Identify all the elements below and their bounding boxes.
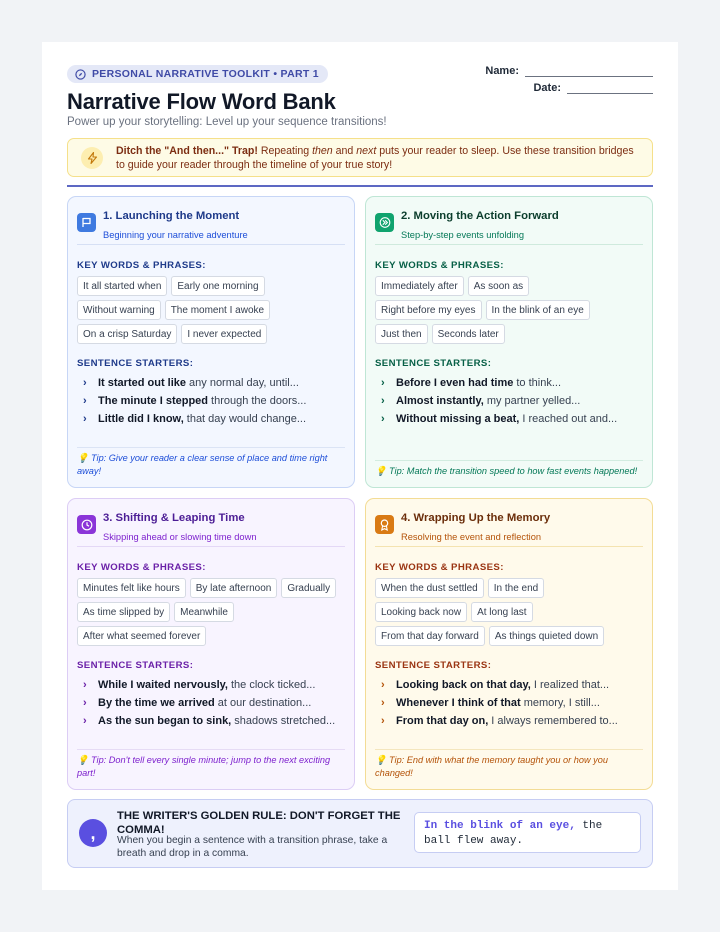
starter-item: › As the sun began to sink, shadows stretched...: [83, 715, 336, 727]
lightbulb-icon: 💡: [375, 466, 389, 476]
page-subtitle: Power up your storytelling: Level up your sequence transitions!: [67, 116, 387, 128]
chevron-right-icon: ›: [381, 413, 385, 425]
card-subtitle: Resolving the event and reflection: [401, 532, 542, 542]
card-title: 2. Moving the Action Forward: [401, 210, 559, 222]
keyword-tags: [375, 276, 646, 348]
date-label: Date:: [533, 82, 561, 94]
keyword-tags: [77, 578, 348, 650]
chevron-right-icon: ›: [83, 395, 87, 407]
worksheet-page: [42, 42, 678, 890]
starter-item: › From that day on, I always remembered to...: [381, 715, 618, 727]
card-header: [77, 208, 345, 245]
starters-list: [77, 374, 348, 428]
chevron-right-icon: ›: [83, 413, 87, 425]
golden-rule-box: [67, 799, 653, 868]
card-tip: 💡 Tip: Don't tell every single minute; jump to the next exciting part!: [77, 749, 345, 780]
keyword-tag: Seconds later: [432, 324, 505, 344]
section-divider: [67, 185, 653, 187]
fast-forward-icon: [375, 213, 394, 232]
keyword-tag: At long last: [471, 602, 532, 622]
keyword-tag: As things quieted down: [489, 626, 604, 646]
chevron-right-icon: ›: [381, 395, 385, 407]
keyword-tag: As soon as: [468, 276, 529, 296]
keyword-tag: By late afternoon: [190, 578, 278, 598]
keyword-tag: On a crisp Saturday: [77, 324, 177, 344]
compass-icon: [75, 69, 86, 80]
starter-item: › Before I even had time to think...: [381, 377, 562, 389]
award-icon: [375, 515, 394, 534]
keyword-tag: It all started when: [77, 276, 167, 296]
keywords-label: KEY WORDS & PHRASES:: [77, 562, 206, 573]
card-subtitle: Skipping ahead or slowing time down: [103, 532, 257, 542]
card-header: [375, 208, 643, 245]
keyword-tags: [375, 578, 646, 650]
flag-icon: [77, 213, 96, 232]
card-title: 4. Wrapping Up the Memory: [401, 512, 551, 524]
keyword-tag: In the blink of an eye: [486, 300, 590, 320]
golden-rule-title: THE WRITER'S GOLDEN RULE: DON'T FORGET THE COMMA!: [117, 810, 401, 836]
name-label: Name:: [485, 65, 519, 77]
starters-label: SENTENCE STARTERS:: [375, 660, 492, 671]
name-field[interactable]: [485, 65, 653, 77]
lightbulb-icon: 💡: [375, 755, 389, 765]
chevron-right-icon: ›: [83, 679, 87, 691]
starters-list: [375, 676, 646, 730]
keyword-tag: Right before my eyes: [375, 300, 482, 320]
keyword-tag: I never expected: [181, 324, 267, 344]
card-tip: 💡 Tip: End with what the memory taught you or how you changed!: [375, 749, 643, 780]
trap-alert: [67, 138, 653, 177]
starter-item: › Whenever I think of that memory, I still...: [381, 697, 600, 709]
toolkit-pill: [67, 65, 328, 83]
keyword-tag: Minutes felt like hours: [77, 578, 186, 598]
lightning-icon: [81, 147, 103, 169]
chevron-right-icon: ›: [83, 715, 87, 727]
card-subtitle: Step-by-step events unfolding: [401, 230, 525, 240]
date-field[interactable]: [533, 82, 653, 94]
keywords-label: KEY WORDS & PHRASES:: [77, 260, 206, 271]
date-line[interactable]: [567, 88, 653, 94]
card-shifting-leaping-time: [67, 498, 355, 790]
card-wrapping-up-the-memory: [365, 498, 653, 790]
lightbulb-icon: 💡: [77, 755, 91, 765]
keyword-tag: Just then: [375, 324, 428, 344]
keyword-tag: As time slipped by: [77, 602, 170, 622]
starter-item: › By the time we arrived at our destination...: [83, 697, 312, 709]
starter-item: › The minute I stepped through the doors...: [83, 395, 307, 407]
keywords-label: KEY WORDS & PHRASES:: [375, 562, 504, 573]
keyword-tag: Gradually: [281, 578, 336, 598]
keyword-tag: Looking back now: [375, 602, 467, 622]
chevron-right-icon: ›: [381, 697, 385, 709]
keyword-tag: Meanwhile: [174, 602, 234, 622]
clock-icon: [77, 515, 96, 534]
starter-item: › Looking back on that day, I realized that...: [381, 679, 610, 691]
chevron-right-icon: ›: [83, 377, 87, 389]
comma-example: In the blink of an eye, the ball flew away.: [414, 812, 641, 853]
starters-label: SENTENCE STARTERS:: [77, 358, 194, 369]
page-title: Narrative Flow Word Bank: [67, 89, 336, 114]
comma-icon: ,: [79, 819, 107, 847]
keyword-tag: In the end: [488, 578, 544, 598]
starter-item: › Almost instantly, my partner yelled...: [381, 395, 581, 407]
card-subtitle: Beginning your narrative adventure: [103, 230, 248, 240]
chevron-right-icon: ›: [381, 679, 385, 691]
lightbulb-icon: 💡: [77, 453, 91, 463]
chevron-right-icon: ›: [381, 715, 385, 727]
starter-item: › Without missing a beat, I reached out and...: [381, 413, 618, 425]
card-header: [375, 510, 643, 547]
toolkit-pill-label: PERSONAL NARRATIVE TOOLKIT • PART 1: [92, 68, 319, 80]
starter-item: › While I waited nervously, the clock ticked...: [83, 679, 316, 691]
keywords-label: KEY WORDS & PHRASES:: [375, 260, 504, 271]
trap-alert-text: Ditch the "And then..." Trap! Repeating then and next puts your reader to sleep. Use these transition bridges to guide your reader through the timeline of your true story!: [116, 144, 634, 171]
keyword-tag: After what seemed forever: [77, 626, 206, 646]
keyword-tags: [77, 276, 348, 348]
keyword-tag: Without warning: [77, 300, 161, 320]
keyword-tag: The moment I awoke: [165, 300, 270, 320]
card-title: 1. Launching the Moment: [103, 210, 240, 222]
keyword-tag: Immediately after: [375, 276, 464, 296]
keyword-tag: From that day forward: [375, 626, 485, 646]
chevron-right-icon: ›: [83, 697, 87, 709]
card-launching-the-moment: [67, 196, 355, 488]
starters-label: SENTENCE STARTERS:: [77, 660, 194, 671]
card-tip: 💡 Tip: Match the transition speed to how fast events happened!: [375, 460, 643, 478]
golden-rule-body: When you begin a sentence with a transition phrase, take a breath and drop in a comma.: [117, 835, 388, 859]
starters-list: [77, 676, 348, 730]
starter-item: › It started out like any normal day, until...: [83, 377, 299, 389]
chevron-right-icon: ›: [381, 377, 385, 389]
card-title: 3. Shifting & Leaping Time: [103, 512, 245, 524]
card-tip: 💡 Tip: Give your reader a clear sense of place and time right away!: [77, 447, 345, 478]
card-header: [77, 510, 345, 547]
starter-item: › Little did I know, that day would change...: [83, 413, 307, 425]
starters-list: [375, 374, 646, 428]
keyword-tag: When the dust settled: [375, 578, 484, 598]
keyword-tag: Early one morning: [171, 276, 264, 296]
starters-label: SENTENCE STARTERS:: [375, 358, 492, 369]
name-line[interactable]: [525, 71, 653, 77]
card-moving-the-action-forward: [365, 196, 653, 488]
